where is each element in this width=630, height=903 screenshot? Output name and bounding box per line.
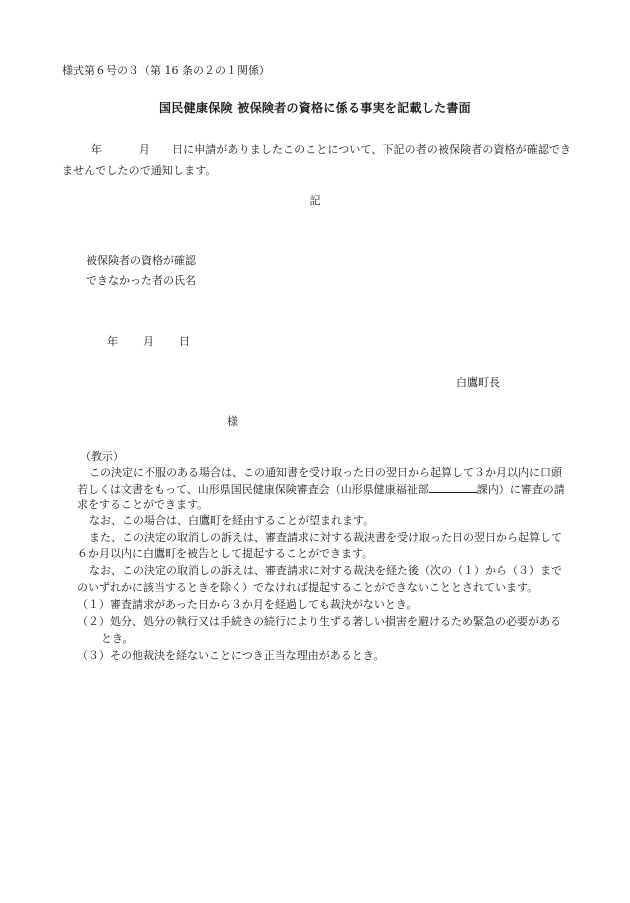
instructions-p1-line1: この決定に不服のある場合は、この通知書を受け取った日の翌日から起算して３か月以内に口頭 xyxy=(89,466,562,479)
date-year-label: 年 xyxy=(107,335,118,348)
instructions-p1-line2-pre: 若しくは文書をもって、山形県国民健康保険審査会（山形県健康福祉部 xyxy=(77,483,429,496)
document-title: 国民健康保険 被保険者の資格に係る事実を記載した書面 xyxy=(159,101,471,115)
instructions-p2: なお、この場合は、白鷹町を経由することが望まれます。 xyxy=(89,514,375,527)
instructions-item-1: （１）審査請求があった日から３か月を経過しても裁決がないとき。 xyxy=(77,598,418,611)
notice-year-label: 年 xyxy=(90,143,102,156)
issuer-name: 白鷹町長 xyxy=(456,376,500,389)
instructions-p4-line2: のいずれかに該当するときを除く）でなければ提起することができないこととされています。 xyxy=(77,581,539,594)
form-number: 様式第６号の３（第 16 条の２の１関係） xyxy=(62,64,270,77)
instructions-p3-line2: ６か月以内に白鷹町を被告として提起することができます。 xyxy=(77,547,374,560)
date-month-label: 月 xyxy=(143,335,154,348)
blank-underline xyxy=(429,481,477,493)
instructions-p1-line3: 求をすることができます。 xyxy=(77,498,209,511)
recipient-suffix: 様 xyxy=(227,415,238,428)
instructions-p3-line1: また、この決定の取消しの訴えは、審査請求に対する裁決書を受け取った日の翌日から起算して xyxy=(89,531,562,544)
notice-month-label: 月 xyxy=(138,143,150,156)
notice-line-2: ませんでしたので通知します。 xyxy=(62,164,217,177)
name-label-line-1: 被保険者の資格が確認 xyxy=(86,254,196,267)
instructions-item-2-line2: とき。 xyxy=(101,632,134,645)
instructions-p4-line1: なお、この決定の取消しの訴えは、審査請求に対する裁決を経た後（次の（１）から（３）まで xyxy=(89,564,562,577)
instructions-p1-line2 xyxy=(77,481,565,498)
issue-date xyxy=(107,333,190,349)
instructions-item-2-line1: （２）処分、処分の執行又は手続きの続行により生ずる著しい損害を避けるため緊急の必要がある xyxy=(77,615,561,628)
ki-heading: 記 xyxy=(309,194,321,207)
notice-line1-text: 日に申請がありましたこのことについて、下記の者の被保険者の資格が確認でき xyxy=(172,143,572,156)
notice-line-1 xyxy=(62,141,571,157)
instructions-item-3: （３）その他裁決を経ないことにつき正当な理由があるとき。 xyxy=(77,649,385,662)
date-day-label: 日 xyxy=(179,335,190,348)
instructions-p1-line2-post: 課内）に審査の請 xyxy=(476,483,565,496)
name-label-line-2: できなかった者の氏名 xyxy=(86,274,196,287)
instructions-heading: （教示） xyxy=(80,450,124,463)
